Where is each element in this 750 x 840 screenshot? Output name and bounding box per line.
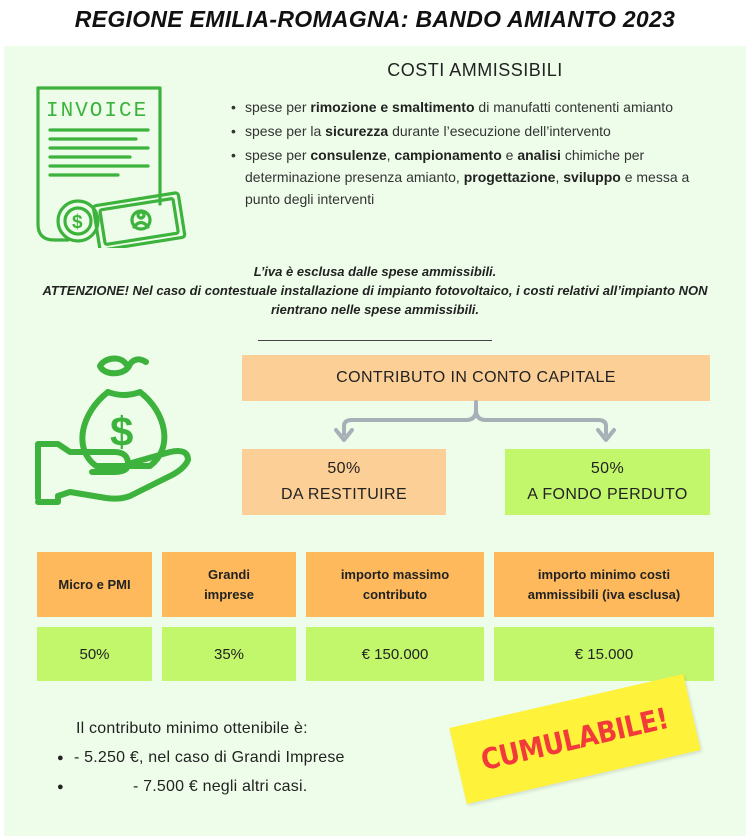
- minimum-large: - 5.250 €, nel caso di Grandi Imprese: [74, 749, 345, 766]
- svg-text:$: $: [110, 408, 134, 455]
- vat-note: [20, 262, 730, 319]
- cumulative-stamp-label: CUMULABILE!: [478, 700, 672, 778]
- grant-pct: 50%: [590, 460, 625, 477]
- table-header-importo-minimo: importo minimo costi ammissibili (iva esclusa): [494, 552, 714, 617]
- minimum-list: [57, 747, 437, 805]
- invoice-icon: [30, 82, 192, 248]
- list-item: [57, 747, 437, 776]
- vat-note-line: L’iva è esclusa dalle spese ammissibili.: [253, 264, 497, 279]
- grant-box: [505, 449, 710, 515]
- costs-list: [228, 96, 728, 212]
- bullet-icon: ●: [57, 781, 64, 793]
- list-item: • spese per consulenze, campionamento e analisi chimiche per determinazione presenza amianto, progettazione, sviluppo e messa a punto degli interventi: [228, 144, 728, 210]
- svg-text:$: $: [72, 212, 83, 233]
- list-item: [57, 776, 437, 805]
- table-cell: 50%: [37, 627, 152, 681]
- list-item: • spese per rimozione e smaltimento di manufatti contenenti amianto: [228, 96, 728, 118]
- minimum-other: - 7.500 € negli altri casi.: [133, 778, 308, 795]
- invoice-label: INVOICE: [46, 100, 149, 123]
- table-cell: € 15.000: [494, 627, 714, 681]
- capital-contribution-label: CONTRIBUTO IN CONTO CAPITALE: [336, 369, 616, 386]
- repayable-box: [242, 449, 446, 515]
- grant-label: A FONDO PERDUTO: [527, 486, 688, 503]
- table-cell: € 150.000: [306, 627, 484, 681]
- minimum-heading: Il contributo minimo ottenibile è:: [76, 720, 308, 737]
- bullet-icon: ●: [57, 752, 64, 764]
- table-header-micro-pmi: Micro e PMI: [37, 552, 152, 617]
- warning-note: ATTENZIONE! Nel caso di contestuale installazione di impianto fotovoltaico, i costi relativi all’impianto NON rientrano nelle spese ammissibili.: [42, 283, 708, 317]
- page-title: REGIONE EMILIA-ROMAGNA: BANDO AMIANTO 2023: [74, 6, 676, 32]
- table-cell: 35%: [162, 627, 296, 681]
- repayable-pct: 50%: [327, 460, 361, 477]
- table-header-importo-massimo: importo massimo contributo: [306, 552, 484, 617]
- costs-heading: COSTI AMMISSIBILI: [387, 60, 563, 80]
- money-bag-hand-icon: [34, 352, 204, 522]
- divider: [258, 340, 492, 341]
- split-arrows-icon: [330, 400, 620, 450]
- list-item: • spese per la sicurezza durante l’esecuzione dell’intervento: [228, 120, 728, 142]
- repayable-label: DA RESTITUIRE: [280, 486, 408, 503]
- table-header-grandi-imprese: Grandi imprese: [162, 552, 296, 617]
- capital-contribution-box: [242, 355, 710, 401]
